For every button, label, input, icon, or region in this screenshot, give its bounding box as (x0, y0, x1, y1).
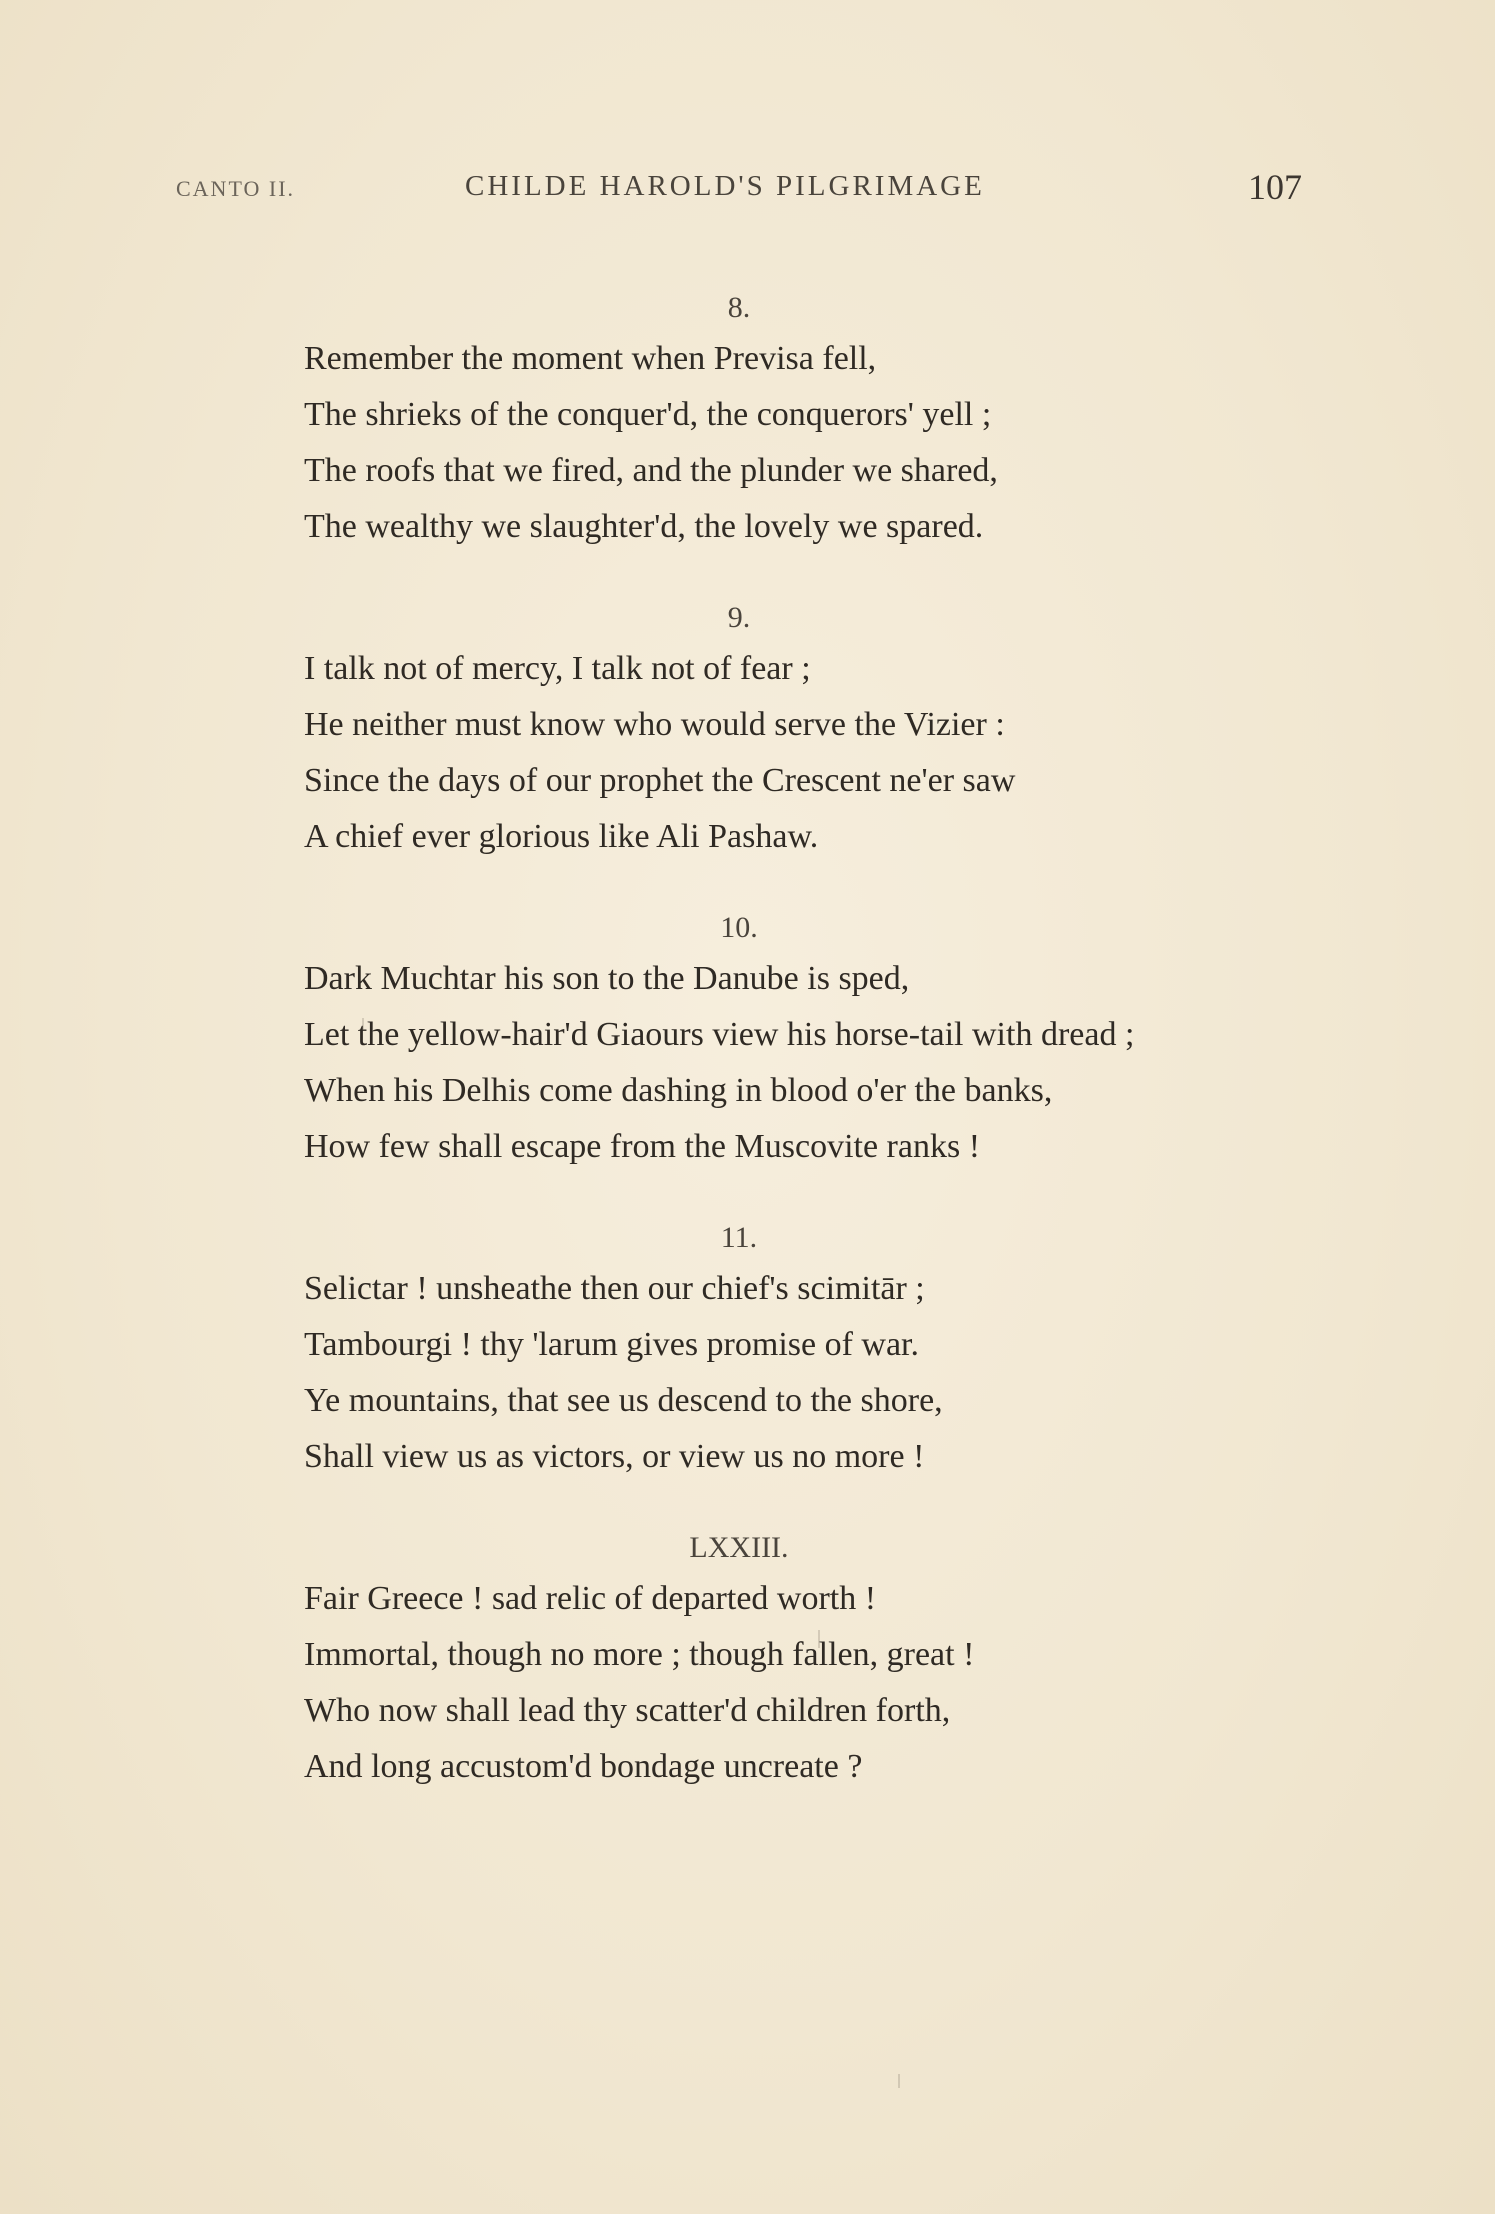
stanza-number: 10. (720, 911, 758, 944)
stanza (304, 1215, 1304, 1485)
verse-line: Who now shall lead thy scatter'd children forth, (304, 1692, 951, 1729)
verse-line: Shall view us as victors, or view us no more ! (304, 1438, 925, 1475)
canto-label: CANTO II. (176, 176, 296, 201)
verse-line: Selictar ! unsheathe then our chief's scimitār ; (304, 1270, 925, 1307)
verse-line: Fair Greece ! sad relic of departed worth ! (304, 1580, 877, 1617)
verse-line: The shrieks of the conquer'd, the conquerors' yell ; (304, 396, 992, 433)
poem-text (304, 285, 1304, 1795)
verse-line: Since the days of our prophet the Crescent ne'er saw (304, 762, 1016, 799)
verse-line: A chief ever glorious like Ali Pashaw. (304, 818, 819, 855)
verse-line: Remember the moment when Previsa fell, (304, 340, 877, 377)
paper-blemish (898, 2074, 900, 2088)
verse-line: Let the yellow-hair'd Giaours view his horse-tail with dread ; (304, 1016, 1135, 1053)
paper-blemish (818, 1630, 820, 1648)
stanza (304, 285, 1304, 555)
stanza-number: LXXIII. (689, 1531, 789, 1564)
stanza-number: 9. (727, 601, 751, 634)
stanza (304, 905, 1304, 1175)
verse-line: How few shall escape from the Muscovite ranks ! (304, 1128, 981, 1165)
stanza (304, 595, 1304, 865)
verse-line: And long accustom'd bondage uncreate ? (304, 1748, 863, 1785)
stanza-number: 11. (720, 1221, 758, 1254)
verse-line: The roofs that we fired, and the plunder we shared, (304, 452, 998, 489)
verse-line: When his Delhis come dashing in blood o'er the banks, (304, 1072, 1053, 1109)
verse-line: Tambourgi ! thy 'larum gives promise of war. (304, 1326, 920, 1363)
page-number: 107 (1248, 167, 1302, 207)
verse-line: He neither must know who would serve the Vizier : (304, 706, 1005, 743)
running-title: CHILDE HAROLD'S PILGRIMAGE (465, 170, 985, 202)
verse-line: Immortal, though no more ; though fallen, great ! (304, 1636, 975, 1673)
running-header (0, 167, 1495, 230)
verse-line: I talk not of mercy, I talk not of fear ; (304, 650, 811, 687)
verse-line: The wealthy we slaughter'd, the lovely we spared. (304, 508, 984, 545)
verse-line: Dark Muchtar his son to the Danube is sped, (304, 960, 910, 997)
stanza-number: 8. (727, 291, 751, 324)
paper-blemish (362, 1018, 364, 1030)
verse-line: Ye mountains, that see us descend to the shore, (304, 1382, 943, 1419)
stanza (304, 1525, 1304, 1795)
